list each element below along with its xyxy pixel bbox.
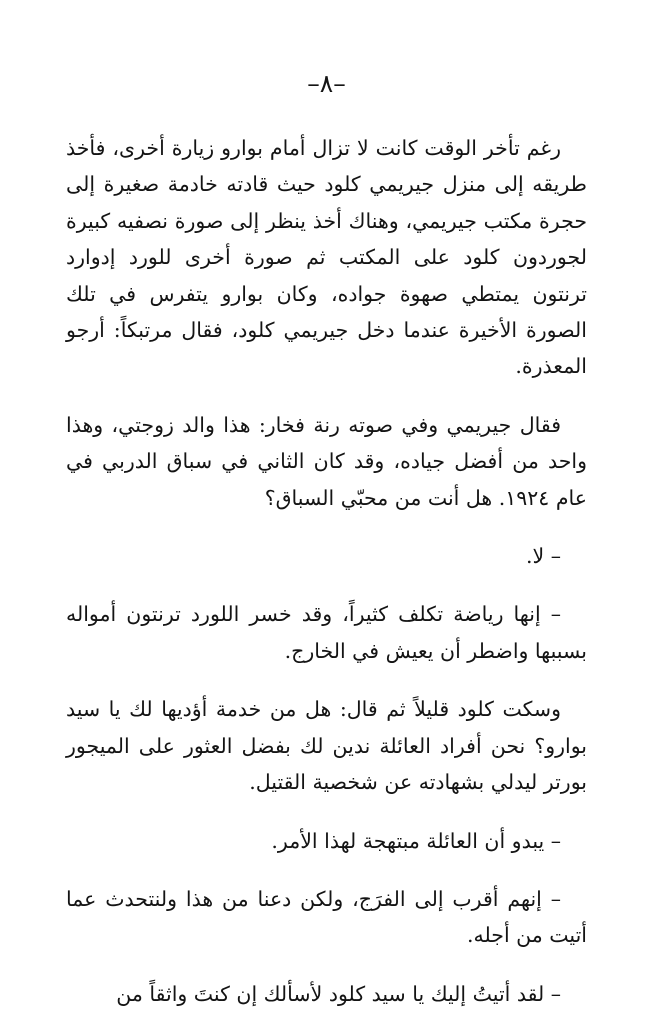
- paragraph-6: – يبدو أن العائلة مبتهجة لهذا الأمر.: [271, 828, 561, 853]
- page-number: –٨–: [307, 69, 346, 98]
- paragraph-4: – إنها رياضة تكلف كثيراً، وقد خسر اللورد ترنتون أمواله بسببها واضطر أن يعيش في الخارج.: [66, 602, 587, 663]
- paragraph-3: – لا.: [526, 544, 561, 569]
- body-text: [66, 130, 587, 1012]
- paragraph-5: وسكت كلود قليلاً ثم قال: هل من خدمة أؤديها لك يا سيد بوارو؟ نحن أفراد العائلة ندين لك بفضل العثور على الميجور بورتر ليدلي بشهادته عن شخصية القتيل.: [66, 697, 587, 795]
- paragraph-1: رغم تأخر الوقت كانت لا تزال أمام بوارو زيارة أخرى، فأخذ طريقه إلى منزل جيريمي كلود حيث قادته خادمة صغيرة إلى حجرة مكتب جيريمي، وهناك أخذ ينظر إلى صورة نصفيه كبيرة لجوردون كلود على المكتب ثم صورة أخرى للورد إدوارد ترنتون يمتطي صهوة جواده، وكان بوارو يتفرس في تلك الصورة الأخيرة عندما دخل جيريمي كلود، فقال مرتبكاً: أرجو المعذرة.: [66, 136, 587, 379]
- paragraph-2: فقال جيريمي وفي صوته رنة فخار: هذا والد زوجتي، وهذا واحد من أفضل جياده، وقد كان الثاني في سباق الدربي في عام ١٩٢٤. هل أنت من محبّي السباق؟: [66, 412, 587, 510]
- paragraph-8: – لقد أتيتُ إليك يا سيد كلود لأسألك إن كنتَ واثقاً من: [116, 981, 561, 1006]
- paragraph-7: – إنهم أقرب إلى الفرَج، ولكن دعنا من هذا ولنتحدث عما أتيت من أجله.: [66, 886, 587, 948]
